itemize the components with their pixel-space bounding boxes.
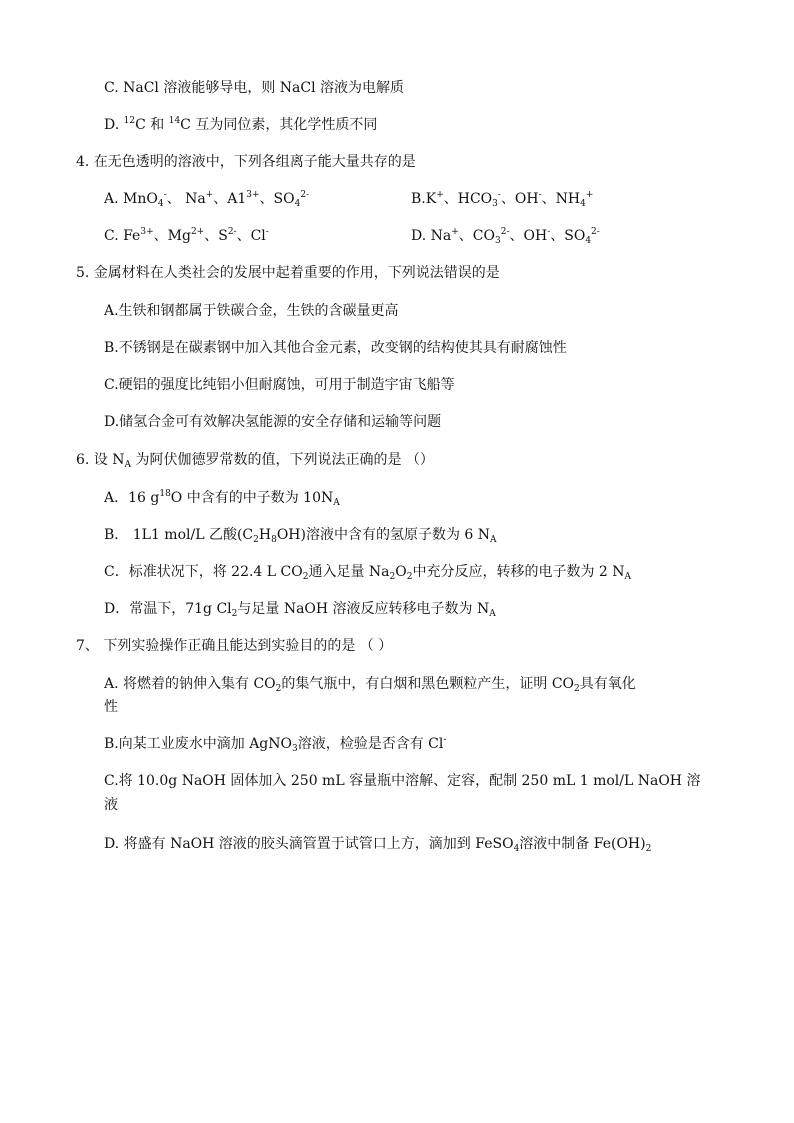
q7-option-d (104, 834, 651, 854)
q4-a-s4: 4 (294, 199, 301, 209)
q7-c-line2: 液 (104, 797, 118, 813)
q4-a-p4: 2- (300, 190, 310, 200)
q7-option-a-line1 (104, 674, 636, 694)
q4-c-t2: 、Mg (153, 228, 191, 244)
q4-a-t2: 、 Na (166, 191, 206, 207)
q4-b-s4: 4 (580, 199, 586, 209)
q4-d-p2: 2- (500, 227, 510, 237)
q4-c-t4: 、Cl (236, 228, 266, 244)
q4-c-p3: 2- (227, 227, 237, 237)
q7-stem-text: 7、 下列实验操作正确且能达到实验目的的是 （ ） (76, 638, 393, 654)
q6-d-t1: D．常温下，71g Cl (104, 601, 232, 617)
q4-b-t4: 、NH (541, 191, 581, 207)
q7-stem (76, 636, 392, 656)
q6-stem-s1: A (124, 460, 132, 470)
q4-d-s4: 4 (585, 236, 592, 246)
q4-d-t2: 、CO (458, 228, 495, 244)
q4-d-p1: + (451, 227, 459, 237)
q7-a-s1: 2 (275, 684, 282, 694)
q7-option-a-line2 (104, 697, 118, 717)
q7-c-line1: C.将 10.0g NaOH 固体加入 250 mL 容量瓶中溶解、定容，配制 250 mL 1 mol/L NaOH 溶 (104, 773, 701, 789)
q5-option-d (104, 412, 441, 432)
q4-c-p4: - (265, 227, 269, 237)
q7-option-c-line1 (104, 771, 700, 791)
q6-b-t3: OH)溶液中含有的氢原子数为 6 N (276, 527, 491, 543)
q4-option-c (104, 226, 269, 246)
q6-b-s1: 2 (253, 535, 259, 545)
q5-stem (76, 263, 500, 283)
q4-d-p3: - (547, 227, 551, 237)
q4-a-p1: - (163, 190, 167, 200)
q7-b-t1: B.向某工业废水中滴加 AgNO (104, 736, 292, 752)
q6-option-a (104, 488, 340, 508)
q6-b-t1: B． 1L1 mol/L 乙酸(C (104, 527, 254, 543)
q7-option-c-line2 (104, 795, 118, 815)
q7-d-t2: 溶液中制备 Fe(OH) (519, 836, 646, 852)
q4-option-d (411, 226, 600, 246)
q4-d-t3: 、OH (509, 228, 548, 244)
q4-c-t3: 、S (204, 228, 228, 244)
q4-d-t1: D. Na (411, 228, 452, 244)
q6-d-t2: 与足量 NaOH 溶液反应转移电子数为 N (237, 601, 490, 617)
q4-a-p2: + (205, 190, 214, 200)
q4-c-p2: 2+ (190, 227, 205, 237)
q4-option-a (104, 189, 309, 209)
q5-option-b-text: B.不锈钢是在碳素钢中加入其他合金元素，改变钢的结构使其具有耐腐蚀性 (104, 340, 567, 356)
q6-stem (76, 450, 434, 470)
q4-b-p3: - (538, 190, 542, 200)
q4-d-t4: 、SO (550, 228, 586, 244)
q5-option-b (104, 338, 567, 358)
q7-b-p2: - (443, 735, 447, 745)
q3-option-d (104, 115, 377, 135)
q5-stem-text: 5. 金属材料在人类社会的发展中起着重要的作用，下列说法错误的是 (76, 265, 500, 281)
q6-b-s3: A (490, 535, 497, 545)
q6-c-s1: 2 (302, 572, 309, 582)
q4-a-t1: A. MnO (104, 191, 158, 207)
q5-option-c-text: C.硬铝的强度比纯铝小但耐腐蚀，可用于制造宇宙飞船等 (104, 377, 455, 393)
q6-b-s2: 8 (271, 535, 277, 545)
q7-option-b (104, 734, 446, 754)
q4-b-t2: 、HCO (443, 191, 493, 207)
q4-d-s2: 3 (494, 236, 501, 246)
q4-stem (76, 152, 416, 172)
q6-c-t4: 中充分反应，转移的电子数为 2 N (412, 564, 625, 580)
q4-a-t4: 、SO (259, 191, 295, 207)
q6-d-s1: 2 (231, 609, 238, 619)
q6-c-t2: 通入足量 Na (308, 564, 390, 580)
q4-b-p1: + (436, 190, 444, 200)
q7-a-line2: 性 (104, 699, 118, 715)
q4-option-b (411, 189, 593, 209)
q6-a-p1: 18 (159, 489, 171, 499)
q6-option-b (104, 525, 497, 545)
q3-option-c (104, 78, 404, 98)
q4-b-p4: + (585, 190, 594, 200)
q7-b-s1: 3 (292, 744, 298, 754)
q6-a-s2: A (333, 498, 340, 508)
q4-a-s1: 4 (157, 199, 164, 209)
q3-option-d-mid: C 和 (135, 117, 169, 133)
q5-option-a (104, 301, 399, 321)
q4-a-t3: 、A1 (213, 191, 247, 207)
q4-b-p2: - (497, 190, 501, 200)
q6-stem-t2: 为阿伏伽德罗常数的值，下列说法正确的是 （） (131, 452, 434, 468)
q4-stem-text: 4. 在无色透明的溶液中，下列各组离子能大量共存的是 (76, 154, 416, 170)
q3-option-c-text: C. NaCl 溶液能够导电，则 NaCl 溶液为电解质 (104, 80, 405, 96)
q6-c-s4: A (624, 572, 632, 582)
q5-option-d-text: D.储氢合金可有效解决氢能源的安全存储和运输等问题 (104, 414, 442, 430)
q5-option-c (104, 375, 455, 395)
q6-option-d (104, 599, 496, 619)
q6-c-s2: 2 (389, 572, 396, 582)
q7-b-t2: 溶液，检验是否含有 Cl (297, 736, 444, 752)
q6-option-c (104, 562, 631, 582)
q6-stem-t1: 6. 设 N (76, 452, 125, 468)
q6-c-t1: C．标准状况下，将 22.4 L CO (104, 564, 303, 580)
q5-option-a-text: A.生铁和钢都属于铁碳合金，生铁的含碳量更高 (104, 303, 399, 319)
q4-b-t3: 、OH (500, 191, 539, 207)
isotope-mass-12: 12 (123, 116, 136, 126)
q4-b-s2: 3 (492, 199, 498, 209)
q7-d-t1: D. 将盛有 NaOH 溶液的胶头滴管置于试管口上方，滴加到 FeSO (104, 836, 514, 852)
q6-c-s3: 2 (406, 572, 413, 582)
q4-b-t1: B.K (411, 191, 437, 207)
q4-d-p4: 2- (591, 227, 600, 237)
q3-option-d-tail: C 互为同位素，其化学性质不同 (180, 117, 378, 133)
isotope-mass-14: 14 (168, 116, 181, 126)
q7-a-t1: A. 将燃着的钠伸入集有 CO (104, 676, 276, 692)
q7-d-s1: 4 (513, 844, 520, 854)
q7-a-s2: 2 (574, 684, 580, 694)
q4-a-p3: 3+ (246, 190, 260, 200)
q7-d-s2: 2 (645, 844, 652, 854)
q6-a-t2: O 中含有的中子数为 10N (170, 490, 334, 506)
q6-b-t2: H (258, 527, 272, 543)
q6-d-s2: A (489, 609, 496, 619)
q7-a-t3: 具有氧化 (579, 676, 636, 692)
q3-option-d-prefix: D. (104, 117, 124, 133)
q6-a-t1: A．16 g (104, 490, 160, 506)
q4-c-t1: C. Fe (104, 228, 141, 244)
q6-c-t3: O (395, 564, 407, 580)
q4-c-p1: 3+ (140, 227, 154, 237)
q7-a-t2: 的集气瓶中，有白烟和黑色颗粒产生，证明 CO (281, 676, 575, 692)
